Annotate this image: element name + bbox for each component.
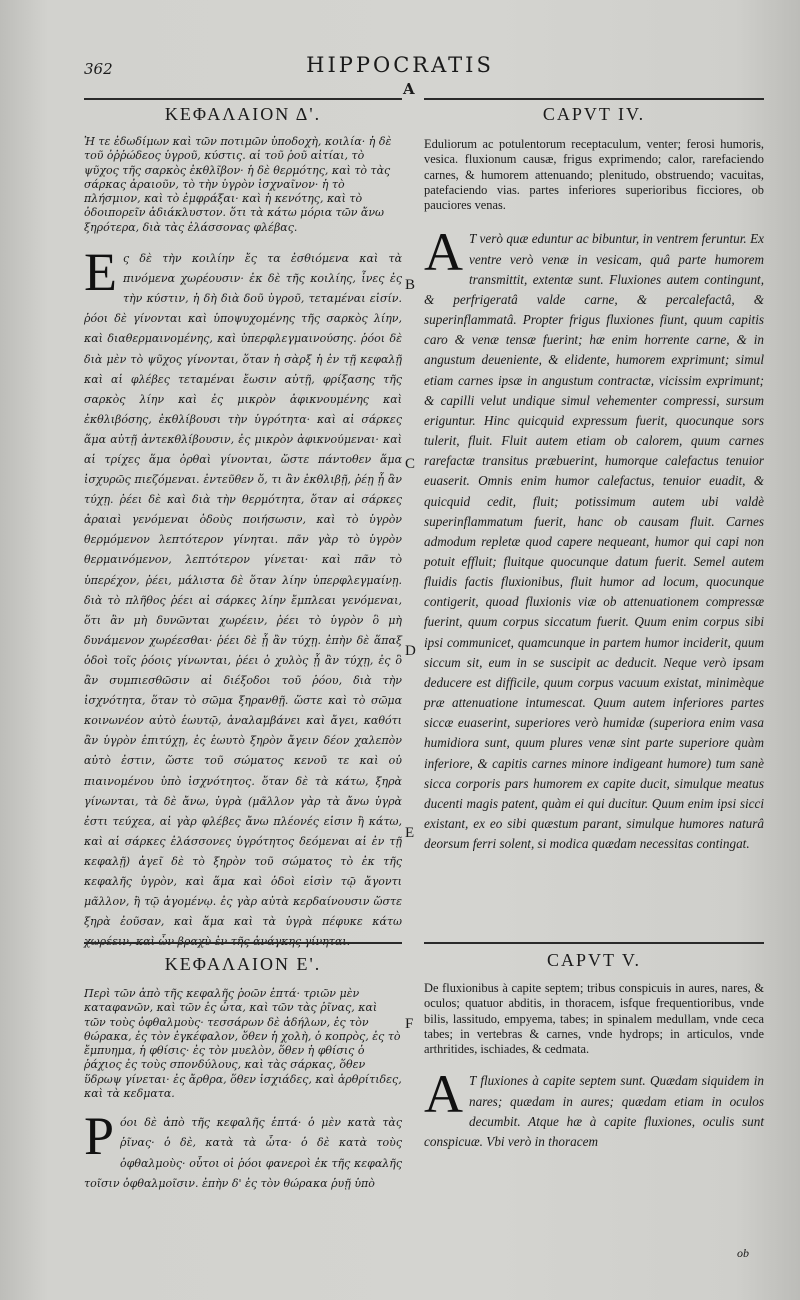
section-mark-a: A	[403, 80, 415, 98]
chapter4-greek-heading: ΚΕΦΑΛΑΙΟΝ Δ'.	[164, 104, 322, 124]
chapter4-greek-body	[84, 242, 402, 952]
chapter5-greek-heading: ΚΕΦΑΛΑΙΟΝ Ε'.	[164, 954, 322, 974]
margin-letter-f: F	[405, 1016, 414, 1032]
chapter4-greek-text: ς δὲ τὴν κοιλίην ἔς τα ἐσθιόμενα καὶ τὰ πινόμενα χωρέουσιν· ἐκ δὲ τῆς κοιλίης, ἶνες ἐς τὴν κύστιν, ἡ δὴ διὰ δοῦ ὑγροῦ, τεταμέναι εἰσίν. ῥόοι δὲ γίνονται καὶ ὑποψυχομένης τῆς σαρκὸς λίην, καὶ διαθερμαινομένης, καὶ ὑπερφλεγμαινούσης. ῥόοι δὲ διὰ μὲν τὸ ψῦχος γίνονται, ὅταν ἡ σὰρξ ἡ ἐν τῇ κεφαλῇ καὶ αἱ φλέβες τεταμέναι ἔωσιν αὐτῇ, φρίξασης τῆς σαρκὸς λίην καὶ ἐς μικρὸν ἀφικνουμένης καὶ ἐκθλιβόσης, ἐκθλίβουσι τὴν ὑγρότητα· καὶ αἱ σάρκες ἅμα αὐτῇ ἀντεκθλίβουσιν, ἐς μικρὸν ἀφικνούμεναι· καὶ αἱ τρίχες ἅμα ὀρθαὶ γίνονται, ὥστε πάντοθεν ἅμα ἰσχυρῶς πιεζόμεναι. ἐντεῦθεν ὅ, τι ἂν ἐκθλιβῇ, ῥέῃ ᾗ ἂν τύχῃ. ῥέει δὲ καὶ διὰ τὴν θερμότητα, ὅταν αἱ σάρκες ἀραιαὶ γενόμεναι ὁδοὺς ποιήσωσιν, καὶ τὸ ὑγρὸν θερμόμενον λεπτότερον γίνηται. πᾶν γὰρ τὸ ὑγρὸν θερμαινόμενον, λεπτότερον γίνεται· καὶ πᾶν τὸ ὑπερέχον, ῥέει, μάλιστα δὲ ὅταν λίην ὑπερφλεγμαίνῃ. διὰ τὸ πλῆθος ῥέει αἱ σάρκες λίην ἔμπλεαι γενόμεναι, ὅτι ἂν μὴ δυνῶνται χωρέειν, ῥέει τὸ ὑγρὸν ὃ μὴ δυνάμενον χωρέεσθαι· ῥέει δὲ ᾗ ἂν τύχῃ. ἐπὴν δὲ ἅπαξ ὁδοὶ τοῖς ῥόοις γίνωνται, ῥέει ὁ χυλὸς ᾗ ἂν τύχῃ, ἐς ὃ ἂν συμπιεσθῶσιν αἱ διέξοδοι τοῦ ῥόου, διὰ τὴν ἰσχνότητα, ὅταν τὸ σῶμα ξηρανθῇ. ὥστε καὶ τὸ σῶμα κοινωνέον αὐτὸ ἑωυτῷ, ἀναλαμβάνει καὶ ἄγει, καθότι ἂν ὑγρὸν ἐπιτύχῃ, ἐς ἑωυτὸ ξηρὸν ἄγειν δέον χαλεπὸν αὐτὸ ἐστιν, ὥστε τοῦ σώματος κενοῦ τε καὶ οὐ πιαινομένου ὑπὸ ἰσχνότητος. ὅταν δὲ τὰ κάτω, ξηρὰ γίνωνται, τὰ δὲ ἄνω, ὑγρὰ (μᾶλλον γὰρ τὰ ἄνω ὑγρὰ ἐστι τεύχεα, αἱ γὰρ φλέβες ἄνω πλέονές εἰσιν ἢ κάτω, καὶ αἱ σάρκες ἐλάσσονες ὑγρότητος δεόμεναι αἱ ἐν τῇ κεφαλῇ) ἀγεῖ δὲ τὸ ξηρὸν τοῦ σώματος τὸ ἐκ τῆς κεφαλῆς ὑγρὸν, καὶ ἅμα καὶ ὁδοὶ εἰσὶν τῷ ἄγοντι μᾶλλον, ἢ τῷ ἀγομένῳ. ἐς γὰρ αὐτὰ κερδαίνουσιν ὥστε ξηρὰ ἐοῦσαν, καὶ ἅμα καὶ τὰ ὑγρὰ πέφυκε κάτω χωρέειν, καὶ ὧν βραχὺ ἐν τῆς ἀνάγκης γίνηται.	[84, 252, 402, 949]
chapter5-greek-summary: Περὶ τῶν ἀπὸ τῆς κεφαλῆς ῥοῶν ἑπτά· τριῶν μὲν καταφανῶν, καὶ τῶν ἐς ὦτα, καὶ τῶν τὰς ῥῖνας, καὶ τῶν τοὺς ὀφθαλμοὺς· τεσσάρων δὲ ἀδήλων, ἐς τὸν θώρακα, ἐς τὸν ἐγκέφαλον, ὅθεν ἡ χολὴ, ὁ κοπρὸς, ἐς τὸ ἔμπυημα, ἡ φθίσις· ἐς τὸν μυελὸν, ὅθεν ἡ φθίσις ὁ ῥάχιος ἐς τοὺς σπονδύλους, καὶ τὰς σάρκας, ὅθεν ὕδρωψ γίνεται· ἐς ἄρθρα, ὅθεν ἰσχιάδες, καὶ ἀρθρίτιδες, καὶ τὰ κεδματα.	[84, 987, 402, 1101]
rule-right-top	[424, 98, 764, 100]
chapter4-greek-dropcap: Ε	[84, 242, 117, 303]
chapter5-greek-text: όοι δὲ ἀπὸ τῆς κεφαλῆς ἑπτά· ὁ μὲν κατὰ τὰς ῥῖνας· ὁ δὲ, κατὰ τὰ ὦτα· ὁ δὲ κατὰ τοὺς ὀφθαλμοὺς· οὗτοι οἱ ῥόοι φανεροὶ ἐκ τῆς κεφαλῆς τοῖσιν ὀφθαλμοῖσιν. ἐπὴν δ' ἐς τὸν θώρακα ῥυῇ ὑπὸ	[84, 1116, 402, 1190]
chapter5-latin-body	[424, 1064, 764, 1152]
catchword: ob	[737, 1246, 749, 1260]
chapter5-greek	[84, 954, 402, 1194]
page-number: 362	[84, 60, 113, 78]
margin-letter-e: E	[405, 825, 415, 841]
margin-letter-b: B	[405, 277, 416, 293]
chapter4-latin	[424, 104, 764, 854]
chapter4-latin-heading: CAPVT IV.	[542, 104, 646, 124]
chapter5-latin-heading: CAPVT V.	[546, 950, 642, 970]
chapter5-latin-dropcap: A	[424, 1064, 463, 1125]
chapter4-latin-summary: Eduliorum ac potulentorum receptaculum, venter; ferosi humoris, vesica. fluxionum causæ, frigus exprimendo; calor, rarefaciendo carnes, & humorem attenuando; plenitudo, obstruendo; vacuitas, patefaciendo vias. partes inferiores superioribus ficciores, ob pauciores venas.	[424, 137, 764, 213]
chapter4-latin-text: T verò quæ eduntur ac bibuntur, in ventrem feruntur. Ex ventre verò venæ in vesicam, quâ parte humorem transmittit, extentæ sunt. Fluxiones autem contingunt, & perfrigeratâ valde carne, & percalefactâ, & superinflammatâ. Propter frigus fluxiones fiunt, quum capitis caro & venæ tensæ fuerint; hæ enim horrente carne, & in angustum deueniente, & elidente, humorem exprimunt; simul etiam carnes ipsæ in angustum contractæ, vicissim exprimunt; & capilli velut undique simul vehementer compressi, sursum eriguntur. Hinc quicquid expressum fuerit, quocunque sors tulerit, fluit. Fluit autem etiam ob calorem, quum carnes rarefactæ transitus præbuerint, humorque calefactus tenuior euaserit. Omnis enim humor calefactus, tenuior euadit, & quicquid cedit, fluit; potissimum autem ubi valdè superinflammatum fuerit, hanc ob causam fluit. Carnes admodum repletæ quod capere nequeant, humor qui capi non potuit effluit; fluitque quocunque datum fuerit. Semel autem fluidis factis fluxionibus, fluit humor ad locum, quocunque contigerit, quoad fluxionis viæ ob attenuationem compressæ fuerint, quum corpus siccatum fuerit. Quum enim corpus sibi ipsi communicet, quamcunque in partem humor inciderit, quum siccum sit, eum in se suscipit ac deducit. Neque verò ipsam deducere est difficile, quum corpus vacuum existat, minimèque præ attenuatione intumescat. Quum autem inferiores partes siccæ euaserint, superiores verò humidæ (superiora enim vasa humidiora sunt, quum plures venæ sint parte superiore quàm inferiore, & capitis carnes minore indigeant humore) tum sanè sicca corporis pars humorem ex capite ducit, simulque meatus ducenti magis patent, quàm ei qui ducitur. Quum enim ipsi sicci existant, ex eo sibi quæstum parant, simulque humores naturâ deorsum ferri solent, si modica quædam necessitas contingat.	[424, 231, 764, 852]
rule-left-top	[84, 98, 402, 100]
rule-left-middle	[84, 942, 402, 944]
chapter5-greek-body	[84, 1106, 402, 1193]
running-head: HIPPOCRATIS	[306, 53, 494, 77]
chapter5-latin	[424, 950, 764, 1152]
margin-letter-c: C	[405, 456, 416, 472]
margin-letter-d: D	[405, 643, 416, 659]
chapter4-greek-summary: Ἡ τε ἐδωδίμων καὶ τῶν ποτιμῶν ὑποδοχὴ, κοιλία· ἡ δὲ τοῦ ὀῤῥώδεος ὑγροῦ, κύστις. αἱ τοῦ ῥοῦ αἰτίαι, τὸ ψῦχος τῆς σαρκὸς ἐκθλῖβον· ἡ δὲ θερμότης, καὶ τὸ τὰς σάρκας ἀραιοῦν, τὸ τὴν ὑγρὸν ἰσχναῖνον· ἡ τὸ πλήσμιον, καὶ τὸ ἐμφράξαι· καὶ ἡ κενότης, καὶ τὸ ὀδοιπορεῖν ἀδιάκλυστον. ὅτι τὰ κάτω μόρια τῶν ἄνω ξηρότερα, διὰ τὰς ἐλάσσονας φλέβας.	[84, 135, 392, 234]
chapter5-latin-summary: De fluxionibus à capite septem; tribus conspicuis in aures, nares, & oculos; quatuor abditis, in thoracem, isfque frequentioribus, vnde bilis, lassitudo, empyema, tabes; in spinalem medullam, vnde ceca tabes; in vertebras & carnes, vnde hydrops; in articulos, vnde arthritides, ischiades, & cedmata.	[424, 981, 764, 1057]
chapter4-greek	[84, 104, 402, 952]
rule-right-middle	[424, 942, 764, 944]
chapter4-latin-body	[424, 222, 764, 854]
chapter4-latin-dropcap: A	[424, 222, 463, 283]
chapter5-latin-text: T fluxiones à capite septem sunt. Quædam siquidem in nares; quædam in aures; quædam etiam in oculos decumbit. Atque hæ à capite fluxiones, oculis sunt conspicuæ. Vbi verò in thoracem	[424, 1073, 764, 1149]
chapter5-greek-dropcap: Ρ	[84, 1106, 115, 1167]
